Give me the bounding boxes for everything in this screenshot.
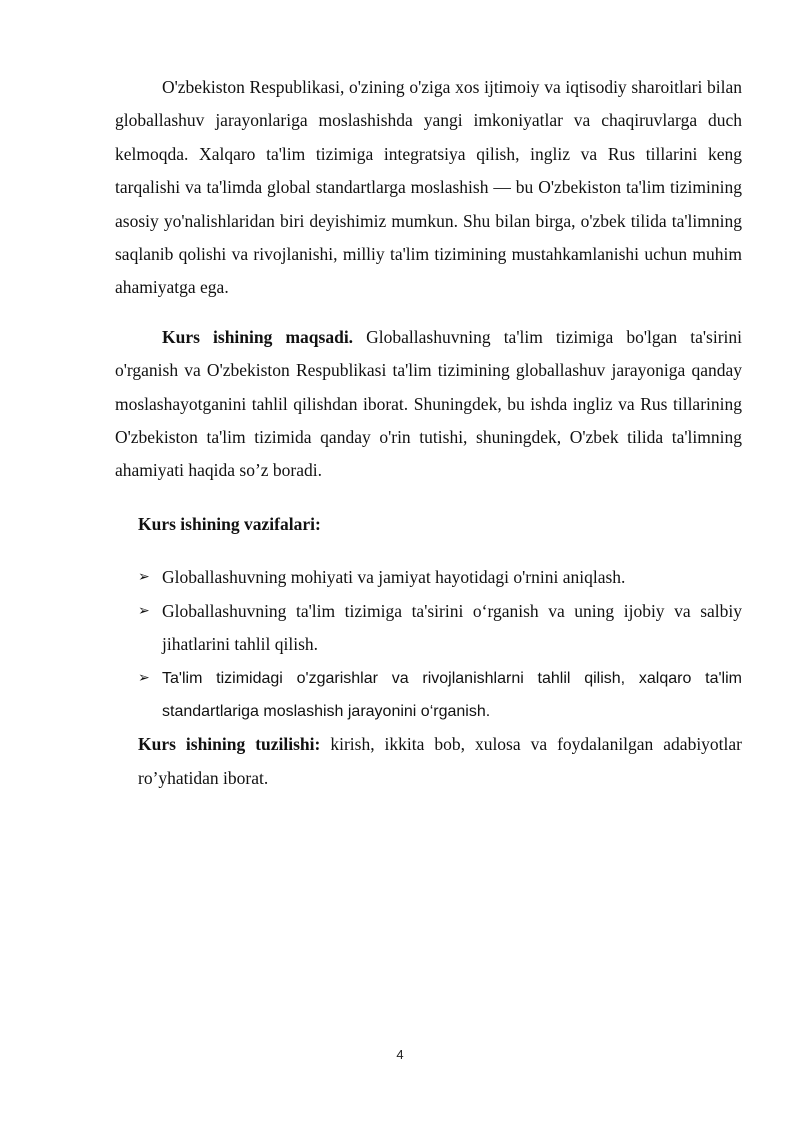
goal-text: Globallashuvning ta'lim tizimiga bo'lgan ta'sirini o'rganish va O'zbekiston Respublikasi ta'lim tizimining globallashuv jarayoniga qanday moslashayotganini tahlil qilishdan iborat. Shuningdek, bu ishda ingliz va Rus tillarining O'zbekiston ta'lim tizimida qanday o'rin tutishi, shuningdek, O'zbek tilida ta'limning ahamiyati haqida so’z boradi. (115, 326, 742, 481)
structure-label: Kurs ishining tuzilishi: (138, 734, 321, 755)
arrowhead-bullet-icon: ➢ (138, 669, 150, 686)
task-item-text: Globallashuvning ta'lim tizimiga ta'sirini o‘rganish va uning ijobiy va salbiy jihatlarini tahlil qilish. (162, 600, 742, 655)
tasks-heading: Kurs ishining vazifalari: (138, 513, 321, 534)
goal-label: Kurs ishining maqsadi. (162, 326, 354, 347)
arrowhead-bullet-icon: ➢ (138, 602, 150, 619)
arrowhead-bullet-icon: ➢ (138, 569, 150, 586)
list-item (115, 561, 742, 594)
goal-paragraph (115, 321, 742, 488)
tasks-list (115, 561, 742, 728)
list-item (115, 662, 742, 729)
page-number: 4 (396, 1047, 404, 1062)
task-item-text: Ta'lim tizimidagi o'zgarishlar va rivojlanishlarni tahlil qilish, xalqaro ta'lim standartlariga moslashish jarayonini o‘rganish. (162, 669, 742, 720)
structure-paragraph (138, 728, 742, 795)
list-item (115, 595, 742, 662)
intro-paragraph: O'zbekiston Respublikasi, o'zining o'ziga xos ijtimoiy va iqtisodiy sharoitlari bilan globallashuv jarayonlariga moslashishda yangi imkoniyatlar va chaqiruvlarga duch kelmoqda. Xalqaro ta'lim tizimiga integratsiya qilish, ingliz va Rus tillarini keng tarqalishi va ta'limda global standartlarga moslashish — bu O'zbekiston ta'lim tizimining asosiy yo'nalishlaridan biri deyishimiz mumkun. Shu bilan birga, o'zbek tilida ta'limning saqlanib qolishi va rivojlanishi, milliy ta'lim tizimining mustahkamlanishi uchun muhim ahamiyatga ega. (115, 77, 742, 298)
structure-text: kirish, ikkita bob, xulosa va foydalanilgan adabiyotlar ro’yhatidan iborat. (138, 734, 742, 788)
task-item-text: Globallashuvning mohiyati va jamiyat hayotidagi o'rnini aniqlash. (162, 567, 626, 588)
document-body (115, 71, 742, 795)
